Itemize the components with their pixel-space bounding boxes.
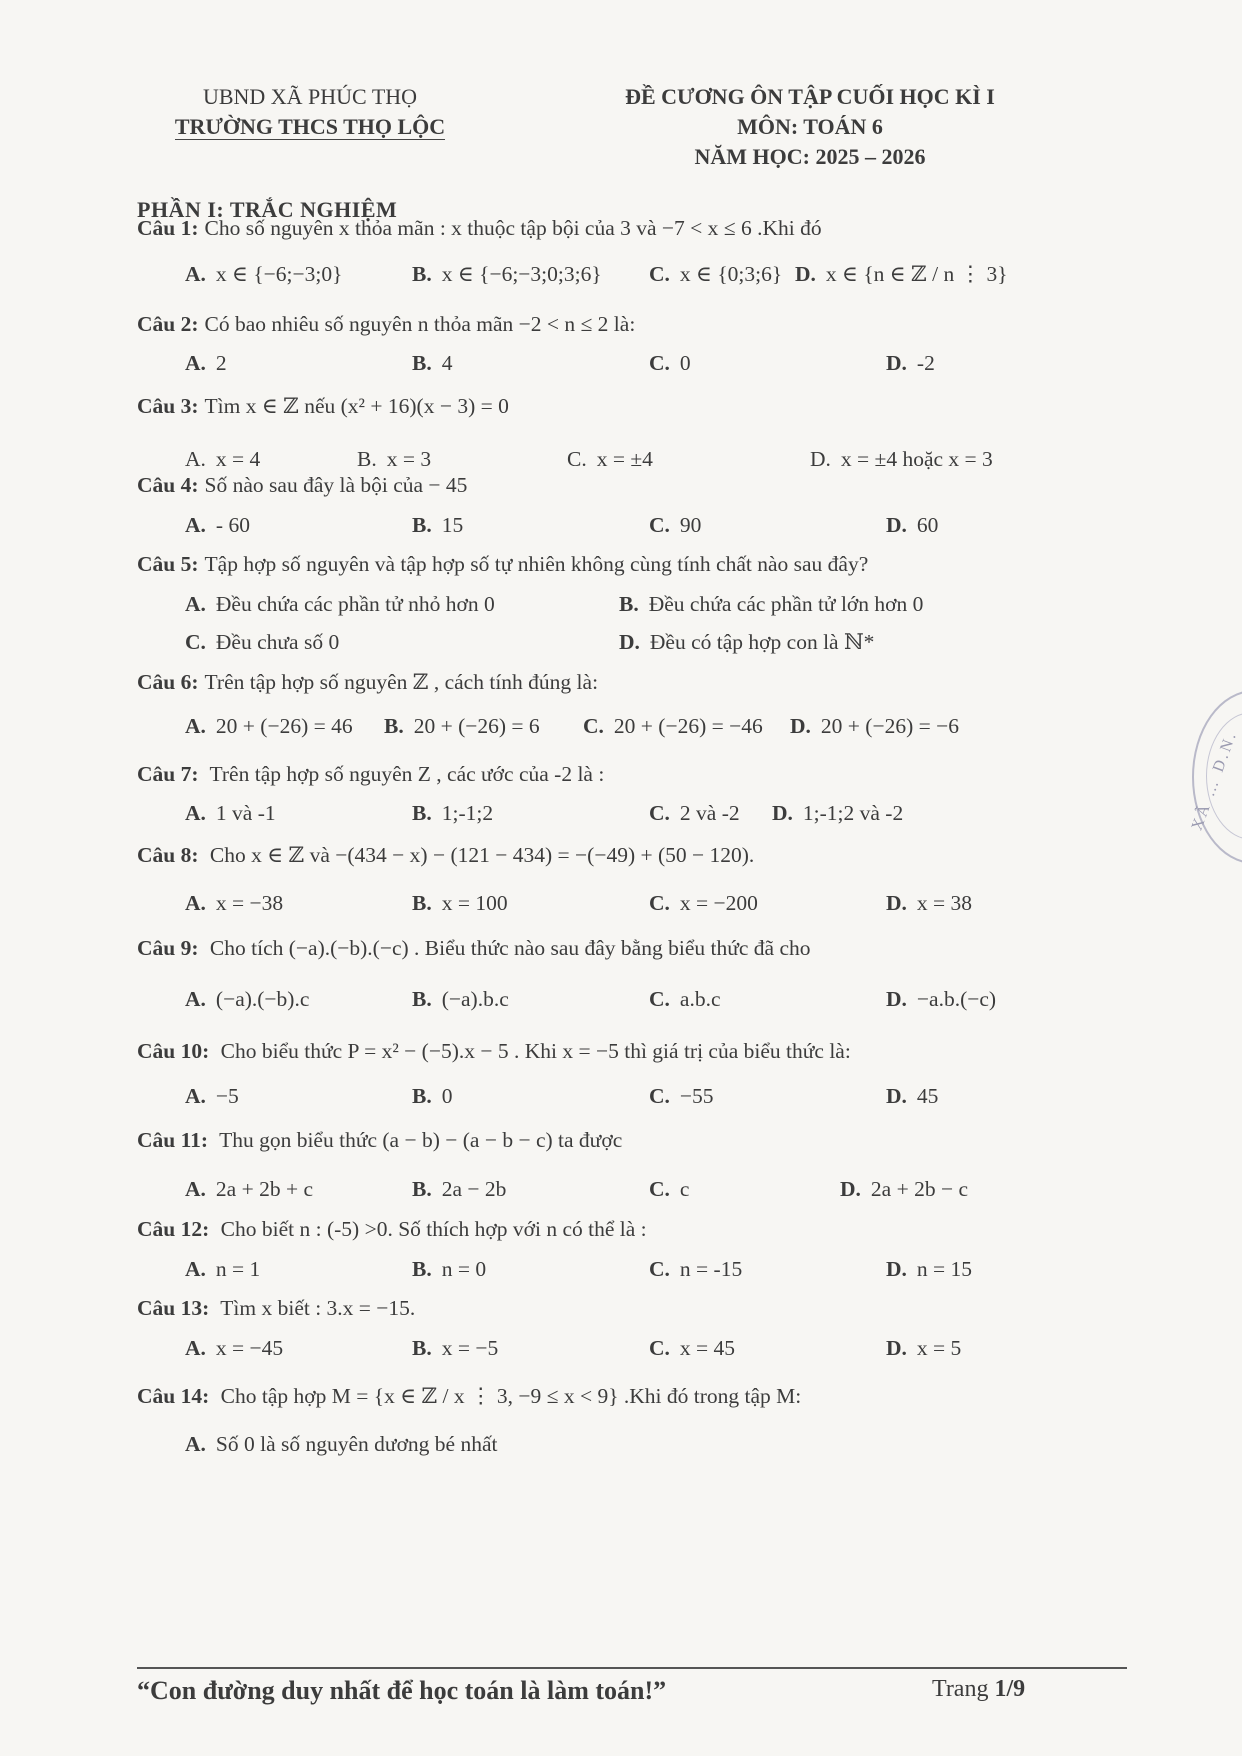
- answer-text: x ∈ {0;3;6}: [679, 262, 783, 286]
- answer-option: [185, 447, 260, 472]
- answer-label: D.: [886, 1084, 907, 1108]
- question-13: [137, 1296, 415, 1321]
- question-12: [137, 1217, 647, 1242]
- answer-option: [412, 987, 509, 1012]
- answer-label: D.: [619, 630, 640, 654]
- question-stem: Cho tập hợp M = {x ∈ ℤ / x ⋮ 3, −9 ≤ x < 9} .Khi đó trong tập M:: [215, 1384, 802, 1408]
- answer-option: [649, 1177, 689, 1202]
- answer-option: [412, 1084, 452, 1109]
- answer-text: x = 100: [441, 891, 508, 915]
- answer-option: [185, 630, 339, 655]
- answer-text: 2: [215, 351, 227, 375]
- answer-text: −55: [679, 1084, 714, 1108]
- question-7: [137, 762, 604, 787]
- answer-text: 4: [441, 351, 453, 375]
- answer-label: B.: [412, 801, 432, 825]
- answer-label: B.: [357, 447, 377, 471]
- answer-option: [412, 1177, 506, 1202]
- question-number: Câu 12:: [137, 1217, 210, 1241]
- answer-text: 90: [679, 513, 702, 537]
- answer-text: x = ±4 hoặc x = 3: [840, 447, 993, 471]
- answer-label: B.: [412, 1336, 432, 1360]
- answer-option: [567, 447, 653, 472]
- question-14: [137, 1384, 801, 1409]
- answer-label: A.: [185, 513, 206, 537]
- answer-option: [886, 351, 935, 376]
- question-number: Câu 14:: [137, 1384, 210, 1408]
- question-number: Câu 13:: [137, 1296, 210, 1320]
- answer-text: Số 0 là số nguyên dương bé nhất: [215, 1432, 498, 1456]
- question-stem: Tìm x biết : 3.x = −15.: [215, 1296, 416, 1320]
- answer-text: (−a).b.c: [441, 987, 509, 1011]
- answer-text: 2 và -2: [679, 801, 740, 825]
- page-label: Trang: [932, 1676, 989, 1702]
- answer-option: [886, 513, 938, 538]
- question-number: Câu 3:: [137, 394, 199, 418]
- question-stem: Cho biểu thức P = x² − (−5).x − 5 . Khi x = −5 thì giá trị của biểu thức là:: [215, 1039, 851, 1063]
- answer-option: [412, 513, 463, 538]
- answer-text: x = −45: [215, 1336, 284, 1360]
- answer-label: A.: [185, 1177, 206, 1201]
- exam-year: NĂM HỌC: 2025 – 2026: [694, 144, 926, 169]
- question-number: Câu 7:: [137, 762, 199, 786]
- exam-title: ĐỀ CƯƠNG ÔN TẬP CUỐI HỌC KÌ I: [625, 84, 995, 109]
- answer-text: 1;-1;2 và -2: [802, 801, 904, 825]
- answer-option: [357, 447, 431, 472]
- answer-text: 0: [679, 351, 691, 375]
- question-4: [137, 473, 467, 498]
- answer-text: n = -15: [679, 1257, 743, 1281]
- answer-text: x ∈ {−6;−3;0;3;6}: [441, 262, 602, 286]
- answer-label: C.: [649, 987, 670, 1011]
- answer-label: D.: [886, 513, 907, 537]
- answer-label: A.: [185, 801, 206, 825]
- answer-text: -2: [916, 351, 935, 375]
- answer-option: [412, 262, 602, 287]
- answer-option: [772, 801, 903, 826]
- answer-text: 2a − 2b: [441, 1177, 507, 1201]
- stamp-text: XÃ … D.N.: [1188, 728, 1241, 833]
- answer-text: x = 5: [916, 1336, 962, 1360]
- question-number: Câu 8:: [137, 843, 199, 867]
- answer-label: D.: [886, 1257, 907, 1281]
- answer-option: [185, 1177, 313, 1202]
- answer-label: C.: [649, 891, 670, 915]
- question-number: Câu 2:: [137, 312, 199, 336]
- answer-option: [185, 1336, 283, 1361]
- question-number: Câu 11:: [137, 1128, 209, 1152]
- answer-text: Đều chứa các phần tử lớn hơn 0: [648, 592, 924, 616]
- answer-text: 2a + 2b − c: [870, 1177, 968, 1201]
- section-title: PHẦN I: TRẮC NGHIỆM: [137, 197, 398, 222]
- question-6: [137, 670, 598, 695]
- question-number: Câu 5:: [137, 552, 199, 576]
- question-number: Câu 10:: [137, 1039, 210, 1063]
- answer-text: x = ±4: [596, 447, 653, 471]
- answer-label: B.: [619, 592, 639, 616]
- answer-text: x = 4: [215, 447, 261, 471]
- answer-option: [790, 714, 959, 739]
- answer-text: 20 + (−26) = 46: [215, 714, 353, 738]
- answer-label: A.: [185, 447, 206, 471]
- answer-text: x = 38: [916, 891, 973, 915]
- answer-text: 45: [916, 1084, 939, 1108]
- answer-option: [185, 592, 495, 617]
- answer-label: D.: [886, 1336, 907, 1360]
- answer-option: [185, 1257, 260, 1282]
- answer-label: A.: [185, 1084, 206, 1108]
- answer-label: B.: [384, 714, 404, 738]
- answer-text: 1;-1;2: [441, 801, 494, 825]
- answer-text: x = −38: [215, 891, 284, 915]
- answer-text: 60: [916, 513, 939, 537]
- question-stem: Thu gọn biểu thức (a − b) − (a − b − c) ta được: [214, 1128, 623, 1152]
- answer-label: C.: [649, 1177, 670, 1201]
- question-11: [137, 1128, 622, 1153]
- answer-text: x = −5: [441, 1336, 499, 1360]
- answer-option: [185, 801, 276, 826]
- question-stem: Số nào sau đây là bội của − 45: [204, 473, 468, 497]
- question-number: Câu 9:: [137, 936, 199, 960]
- answer-label: B.: [412, 1177, 432, 1201]
- question-2: [137, 312, 635, 337]
- footer-motto: “Con đường duy nhất để học toán là làm toán!”: [137, 1676, 667, 1705]
- answer-text: n = 1: [215, 1257, 261, 1281]
- answer-option: [886, 1257, 972, 1282]
- answer-label: A.: [185, 592, 206, 616]
- answer-label: A.: [185, 714, 206, 738]
- question-1: [137, 216, 822, 241]
- answer-text: (−a).(−b).c: [215, 987, 310, 1011]
- question-10: [137, 1039, 851, 1064]
- answer-text: 0: [441, 1084, 453, 1108]
- answer-label: B.: [412, 513, 432, 537]
- exam-subject: MÔN: TOÁN 6: [737, 114, 883, 139]
- answer-label: C.: [649, 1084, 670, 1108]
- question-stem: Cho biết n : (-5) >0. Số thích hợp với n có thể là :: [215, 1217, 647, 1241]
- page-number: [932, 1676, 1025, 1703]
- answer-label: D.: [886, 891, 907, 915]
- answer-label: C.: [567, 447, 587, 471]
- answer-label: A.: [185, 262, 206, 286]
- question-5: [137, 552, 868, 577]
- answer-option: [185, 1432, 498, 1457]
- answer-label: C.: [649, 262, 670, 286]
- answer-label: A.: [185, 987, 206, 1011]
- question-stem: Tìm x ∈ ℤ nếu (x² + 16)(x − 3) = 0: [204, 394, 509, 418]
- answer-text: x = −200: [679, 891, 758, 915]
- answer-text: c: [679, 1177, 690, 1201]
- answer-text: x ∈ {−6;−3;0}: [215, 262, 343, 286]
- answer-option: [619, 630, 874, 655]
- answer-option: [619, 592, 923, 617]
- answer-label: D.: [886, 987, 907, 1011]
- answer-label: A.: [185, 1257, 206, 1281]
- question-stem: Cho số nguyên x thỏa mãn : x thuộc tập bội của 3 và −7 < x ≤ 6 .Khi đó: [204, 216, 822, 240]
- answer-option: [185, 262, 342, 287]
- answer-label: D.: [790, 714, 811, 738]
- answer-text: 20 + (−26) = 6: [413, 714, 540, 738]
- answer-text: x = 45: [679, 1336, 736, 1360]
- answer-option: [649, 987, 721, 1012]
- school-name: TRƯỜNG THCS THỌ LỘC: [174, 114, 446, 139]
- answer-option: [185, 891, 283, 916]
- answer-text: −a.b.(−c): [916, 987, 997, 1011]
- answer-option: [795, 262, 1008, 287]
- answer-option: [185, 714, 353, 739]
- answer-option: [412, 891, 508, 916]
- answer-label: C.: [583, 714, 604, 738]
- question-9: [137, 936, 811, 961]
- answer-option: [840, 1177, 968, 1202]
- answer-option: [384, 714, 540, 739]
- answer-option: [649, 1257, 742, 1282]
- answer-text: x = 3: [386, 447, 432, 471]
- answer-option: [412, 1336, 498, 1361]
- answer-text: n = 15: [916, 1257, 973, 1281]
- answer-label: C.: [185, 630, 206, 654]
- answer-text: Đều chưa số 0: [215, 630, 340, 654]
- answer-label: A.: [185, 1336, 206, 1360]
- question-stem: Trên tập hợp số nguyên Z , các ước của -2 là :: [204, 762, 605, 786]
- answer-option: [886, 1336, 961, 1361]
- answer-text: 20 + (−26) = −46: [613, 714, 763, 738]
- answer-option: [412, 1257, 486, 1282]
- footer-divider: [137, 1667, 1127, 1669]
- answer-text: 1 và -1: [215, 801, 276, 825]
- question-stem: Có bao nhiêu số nguyên n thỏa mãn −2 < n ≤ 2 là:: [204, 312, 636, 336]
- answer-label: C.: [649, 1336, 670, 1360]
- answer-text: 2a + 2b + c: [215, 1177, 313, 1201]
- answer-option: [886, 1084, 938, 1109]
- answer-label: B.: [412, 1084, 432, 1108]
- answer-label: D.: [795, 262, 816, 286]
- answer-label: B.: [412, 891, 432, 915]
- answer-label: D.: [840, 1177, 861, 1201]
- answer-option: [185, 351, 227, 376]
- answer-option: [583, 714, 763, 739]
- answer-option: [412, 351, 452, 376]
- school-header: [140, 82, 480, 142]
- question-8: [137, 843, 754, 868]
- question-number: Câu 1:: [137, 216, 199, 240]
- answer-option: [649, 1084, 714, 1109]
- answer-text: n = 0: [441, 1257, 487, 1281]
- answer-option: [649, 801, 740, 826]
- answer-option: [649, 891, 758, 916]
- answer-option: [185, 1084, 239, 1109]
- answer-text: 20 + (−26) = −6: [820, 714, 959, 738]
- answer-label: A.: [185, 1432, 206, 1456]
- question-stem: Tập hợp số nguyên và tập hợp số tự nhiên không cùng tính chất nào sau đây?: [204, 552, 869, 576]
- answer-text: Đều chứa các phần tử nhỏ hơn 0: [215, 592, 495, 616]
- answer-option: [649, 351, 691, 376]
- answer-option: [810, 447, 993, 472]
- question-stem: Cho tích (−a).(−b).(−c) . Biểu thức nào sau đây bằng biểu thức đã cho: [204, 936, 811, 960]
- page-count: 1/9: [994, 1676, 1026, 1702]
- answer-text: x ∈ {n ∈ ℤ / n ⋮ 3}: [825, 262, 1008, 286]
- question-3: [137, 394, 509, 419]
- answer-label: A.: [185, 891, 206, 915]
- answer-label: D.: [810, 447, 831, 471]
- answer-text: −5: [215, 1084, 239, 1108]
- answer-label: C.: [649, 1257, 670, 1281]
- answer-label: D.: [772, 801, 793, 825]
- org-name: UBND XÃ PHÚC THỌ: [202, 84, 418, 109]
- question-number: Câu 4:: [137, 473, 199, 497]
- answer-text: a.b.c: [679, 987, 721, 1011]
- answer-text: - 60: [215, 513, 250, 537]
- question-stem: Cho x ∈ ℤ và −(434 − x) − (121 − 434) = −(−49) + (50 − 120).: [204, 843, 755, 867]
- answer-option: [412, 801, 493, 826]
- answer-label: B.: [412, 1257, 432, 1281]
- answer-label: A.: [185, 351, 206, 375]
- answer-label: D.: [886, 351, 907, 375]
- exam-header: [560, 82, 1060, 172]
- answer-option: [185, 987, 309, 1012]
- answer-option: [886, 891, 972, 916]
- answer-label: B.: [412, 987, 432, 1011]
- answer-option: [886, 987, 996, 1012]
- answer-label: C.: [649, 801, 670, 825]
- answer-option: [185, 513, 250, 538]
- answer-label: B.: [412, 351, 432, 375]
- answer-option: [649, 1336, 735, 1361]
- answer-option: [649, 262, 782, 287]
- answer-label: C.: [649, 351, 670, 375]
- answer-option: [649, 513, 701, 538]
- answer-text: 15: [441, 513, 464, 537]
- answer-label: B.: [412, 262, 432, 286]
- question-stem: Trên tập hợp số nguyên ℤ , cách tính đúng là:: [204, 670, 599, 694]
- answer-text: Đều có tập hợp con là ℕ*: [649, 630, 875, 654]
- question-number: Câu 6:: [137, 670, 199, 694]
- answer-label: C.: [649, 513, 670, 537]
